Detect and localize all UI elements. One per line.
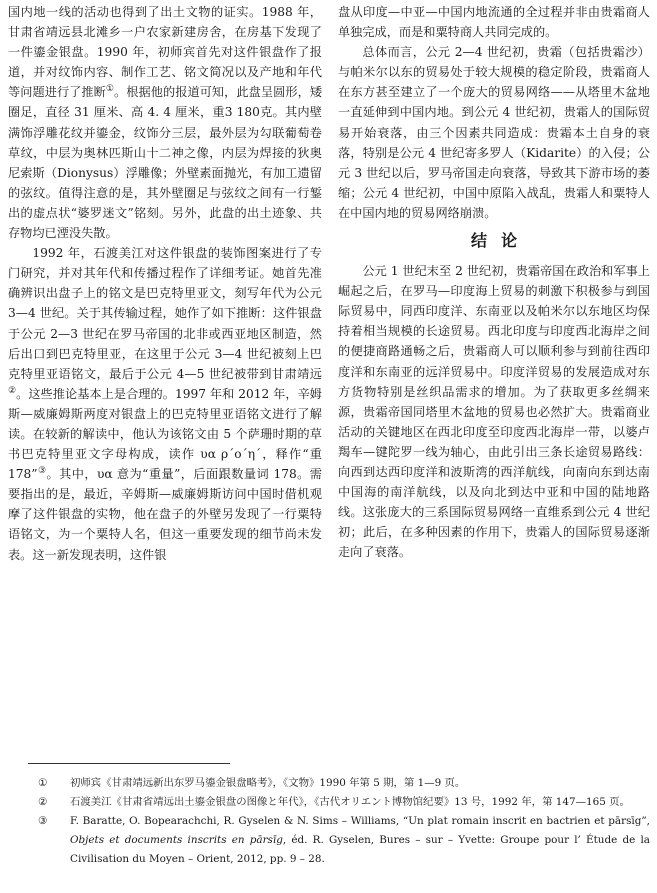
footnote-ref-2[interactable]: ② [8, 385, 17, 396]
footnotes [28, 774, 650, 869]
footnote-text: 石渡美江《甘肃省靖远出土鎏金银盘の图像と年代》，《古代オリエント博物馆纪要》13 号，1992 年，第 147—165 页。 [70, 796, 630, 808]
paragraph: 总体而言，公元 2—4 世纪初，贵霜（包括贵霜沙）与帕米尔以东的贸易处于较大规模的稳定阶段，贵霜商人在东方甚至建立了一个庞大的贸易网络——从塔里木盆地一直延伸到中国内地。到公元 4 世纪初，贵霜人的国际贸易开始衰落，由三个因素共同造成：贵霜本土自身的衰落，特别是公元 4 世纪寄多罗人（Kidarite）的入侵；公元 3 世纪以后，罗马帝国走向衰落，导致其下游市场的萎缩；公元 4 世纪初，中国中原陷入战乱，贵霜人和粟特人在中国内地的贸易网络崩溃。 [338, 45, 650, 220]
footnote-text: 初师宾《甘肃靖远新出东罗马鎏金银盘略考》，《文物》1990 年第 5 期，第 1—9 页。 [70, 777, 466, 789]
footnote [28, 774, 650, 793]
left-column [8, 2, 322, 565]
footnote-ref-3[interactable]: ③ [37, 466, 47, 477]
paragraph: 国内地一线的活动也得到了出土文物的证实。1988 年，甘肃省靖远县北滩乡一户农家新建房舍，在房基下发现了一件鎏金银盘。1990 年，初师宾首先对这件银盘作了报道，并对纹饰内容、制作工艺、铭文简况以及产地和年代等问题进行了推断①。根据他的报道可知，此盘呈圆形，矮圈足，直径 31 厘米、高 4. 4 厘米，重3 180克。其内壁满饰浮雕花纹并鎏金，纹饰分三层，最外层为勾联葡萄卷草纹，中层为奥林匹斯山十二神之像，内层为焊接的狄奥尼索斯（Dionysus）浮雕像；外壁素面抛光，有加工遗留的弦纹。值得注意的是，其外壁圈足与弦纹之间有一行錾出的虚点状“婆罗迷文”铭刻。另外，此盘的出土迹象、共存物均已湮没失散。 [8, 5, 323, 241]
paragraph: 盘从印度—中亚—中国内地流通的全过程并非由贵霜商人单独完成，而是和粟特商人共同完成的。 [338, 5, 650, 40]
right-column [338, 2, 650, 562]
paragraph: 1992 年，石渡美江对这件银盘的装饰图案进行了专门研究，并对其年代和传播过程作了详细考证。她首先准确辨识出盘子上的铭文是巴克特里亚文，刻写年代为公元 3—4 世纪。关于其传输过程，她作了如下推断：这件银盘于公元 2—3 世纪在罗马帝国的北非或西亚地区制造，然后出口到巴克特里亚，在这里于公元 3—4 世纪被刻上巴克特里亚语铭文，最后于公元 4—5 世纪被带到甘肃靖远②。这些推论基本上是合理的。1997 年和 2012 年，辛姆斯—威廉姆斯两度对银盘上的巴克特里亚语铭文进行了解读。在较新的解读中，他认为该铭文由 5 个萨珊时期的草书巴克特里亚文字母构成，读作 υα ρ´ο´η´，释作“重 178”③。其中，υα 意为“重量”，后面跟数量词 178。需要指出的是，最近，辛姆斯—威廉姆斯访问中国时借机观摩了这件银盘的实物，他在盘子的外壁另发现了一行粟特语铭文，为一个粟特人名，但这一重要发现的细节尚未发表。这一新发现表明，这件银 [8, 246, 322, 562]
footnote-ref-1[interactable]: ① [105, 84, 115, 95]
footnote [28, 812, 650, 869]
footnote [28, 793, 650, 812]
footnote-number: ③ [38, 815, 48, 827]
section-heading: 结论 [470, 231, 531, 251]
footnote-number: ① [38, 777, 48, 789]
footnote-text: F. Baratte, O. Bopearachchi, R. Gyselen & N. Sims – Williams, “Un plat romain inscrit en bactrien et pārsīg”, [70, 815, 650, 827]
footnote-text: , éd. R. Gyselen, Bures – sur – Yvette: Groupe pour l’ Étude de la Civilisation du Moyen – Orient, 2012, pp. 9 – 28. [70, 834, 650, 865]
footnote-divider [28, 763, 230, 764]
footnote-number: ② [38, 796, 48, 808]
footnote-italic-title: Objets et documents inscrits en pārsīg [70, 834, 283, 846]
paragraph: 公元 1 世纪末至 2 世纪初，贵霜帝国在政治和军事上崛起之后，在罗马—印度海上贸易的刺激下积极参与到国际贸易中，同西印度洋、东南亚以及帕米尔以东地区均保持着相当规模的长途贸易。西北印度与印度西北海岸之间的便捷商路通畅之后，贵霜商人可以顺利参与到前往西印度洋和东南亚的远洋贸易中。印度洋贸易的发展造成对东方货物特别是丝织品需求的增加。为了获取更多丝绸来源，贵霜帝国同塔里木盆地的贸易也必然扩大。贵霜商业活动的关键地区在西北印度至印度西北海岸一带，以婆卢羯车—键陀罗一线为轴心，由此引出三条长途贸易路线：向西到达西印度洋和波斯湾的西洋航线，向南向东到达南中国海的南洋航线，以及向北到达中亚和中国的陆地路线。这张庞大的三系国际贸易网络一直维系到公元 4 世纪初；此后，在多种因素的作用下，贵霜人的国际贸易逐渐走向了衰落。 [338, 264, 650, 560]
